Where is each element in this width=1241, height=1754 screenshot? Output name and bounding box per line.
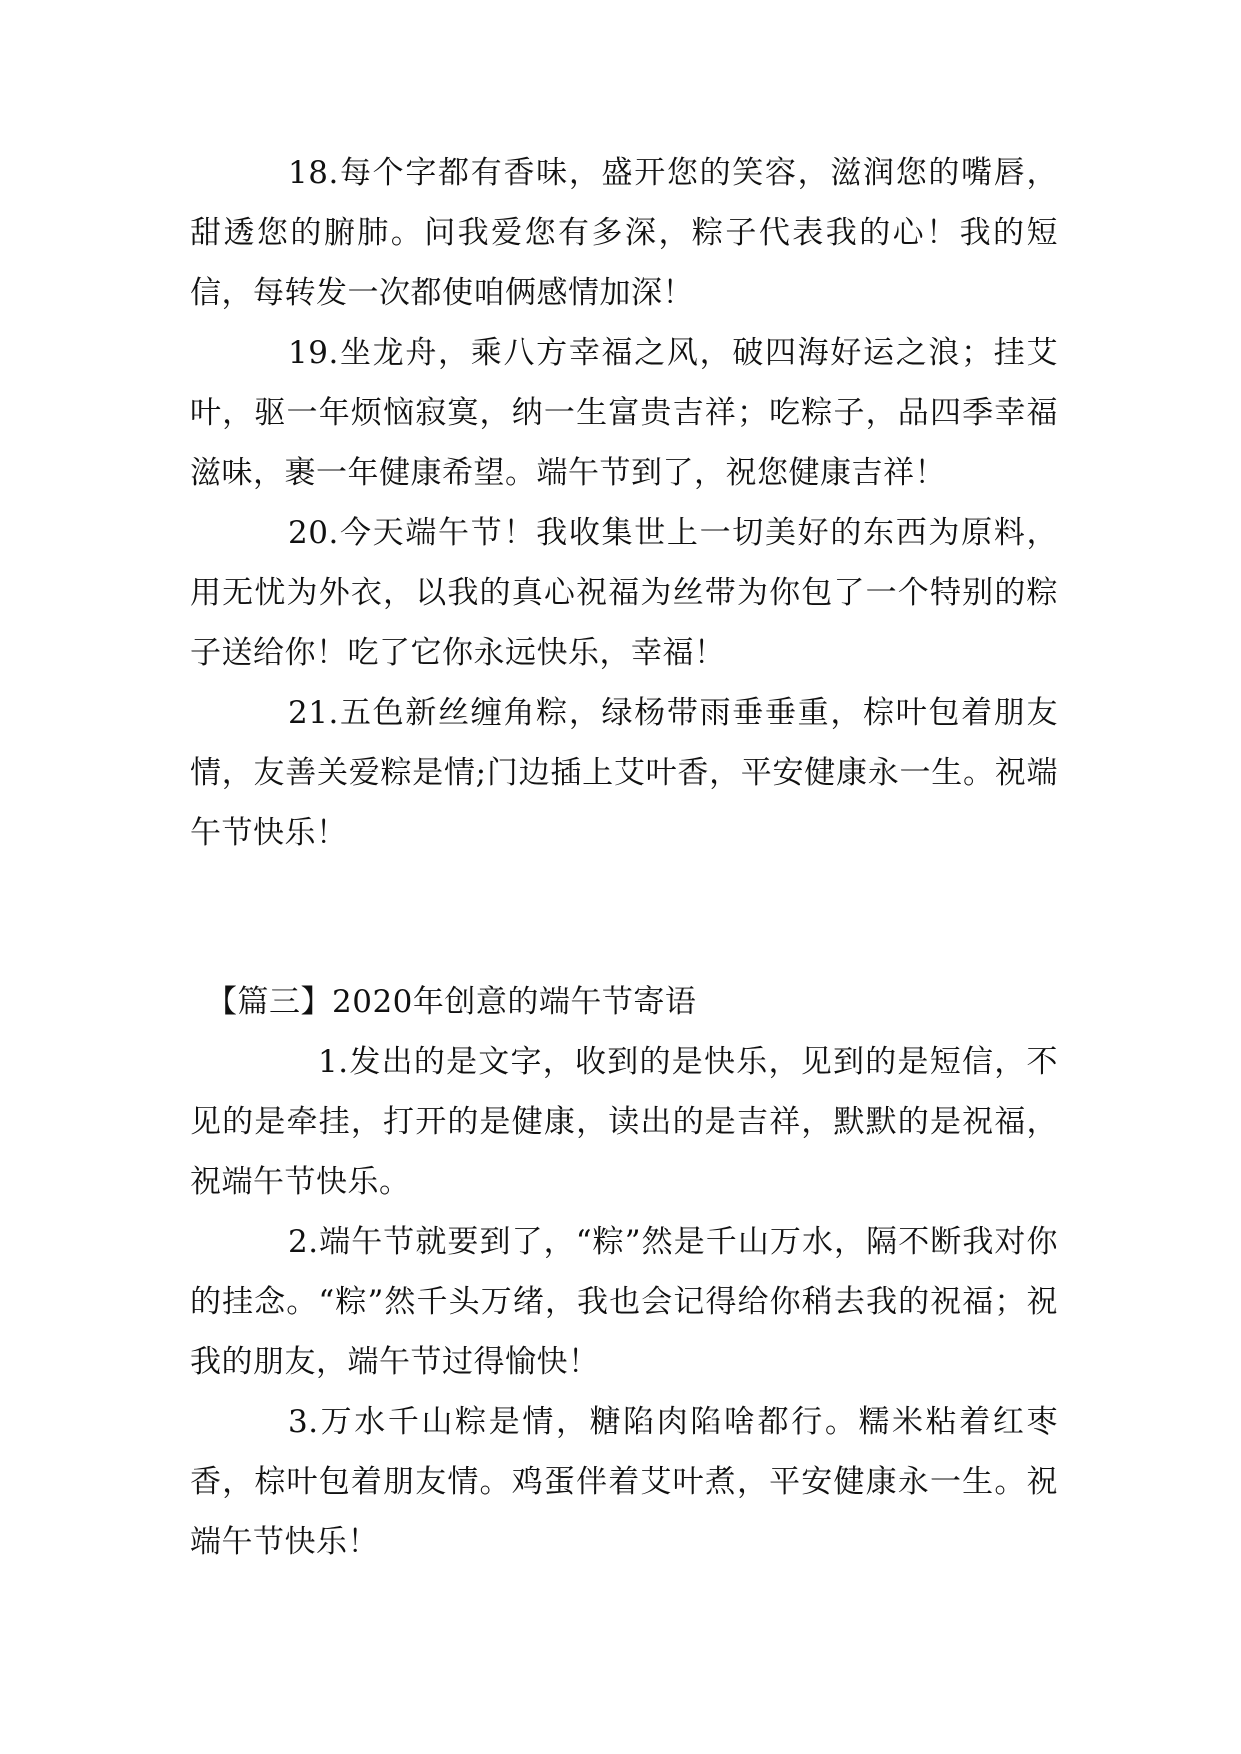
paragraph-21: 21.五色新丝缠角粽，绿杨带雨垂垂重，棕叶包着朋友情，友善关爱粽是情;门边插上艾叶香，平安健康永一生。祝端午节快乐！ xyxy=(190,695,1058,851)
paragraph-2: 2.端午节就要到了，“粽”然是千山万水，隔不断我对你的挂念。“粽”然千头万绪，我也会记得给你稍去我的祝福；祝我的朋友，端午节过得愉快！ xyxy=(190,1224,1058,1380)
paragraph-1: 1.发出的是文字，收到的是快乐，见到的是短信，不见的是牵挂，打开的是健康，读出的是吉祥，默默的是祝福，祝端午节快乐。 xyxy=(190,1044,1058,1200)
paragraph-18: 18.每个字都有香味，盛开您的笑容，滋润您的嘴唇，甜透您的腑肺。问我爱您有多深，粽子代表我的心！我的短信，每转发一次都使咱俩感情加深！ xyxy=(190,155,1058,311)
paragraph-19: 19.坐龙舟，乘八方幸福之风，破四海好运之浪；挂艾叶，驱一年烦恼寂寞，纳一生富贵吉祥；吃粽子，品四季幸福滋味，裹一年健康希望。端午节到了，祝您健康吉祥！ xyxy=(190,335,1058,491)
section-three-body xyxy=(190,1032,1058,1572)
section-three-heading: 【篇三】2020年创意的端午节寄语 xyxy=(206,984,697,1020)
paragraph-20: 20.今天端午节！我收集世上一切美好的东西为原料，用无忧为外衣，以我的真心祝福为丝带为你包了一个特别的粽子送给你！吃了它你永远快乐，幸福！ xyxy=(190,515,1058,671)
section-two-body xyxy=(190,143,1058,863)
paragraph-3: 3.万水千山粽是情，糖陷肉陷啥都行。糯米粘着红枣香，棕叶包着朋友情。鸡蛋伴着艾叶煮，平安健康永一生。祝端午节快乐！ xyxy=(190,1404,1058,1560)
